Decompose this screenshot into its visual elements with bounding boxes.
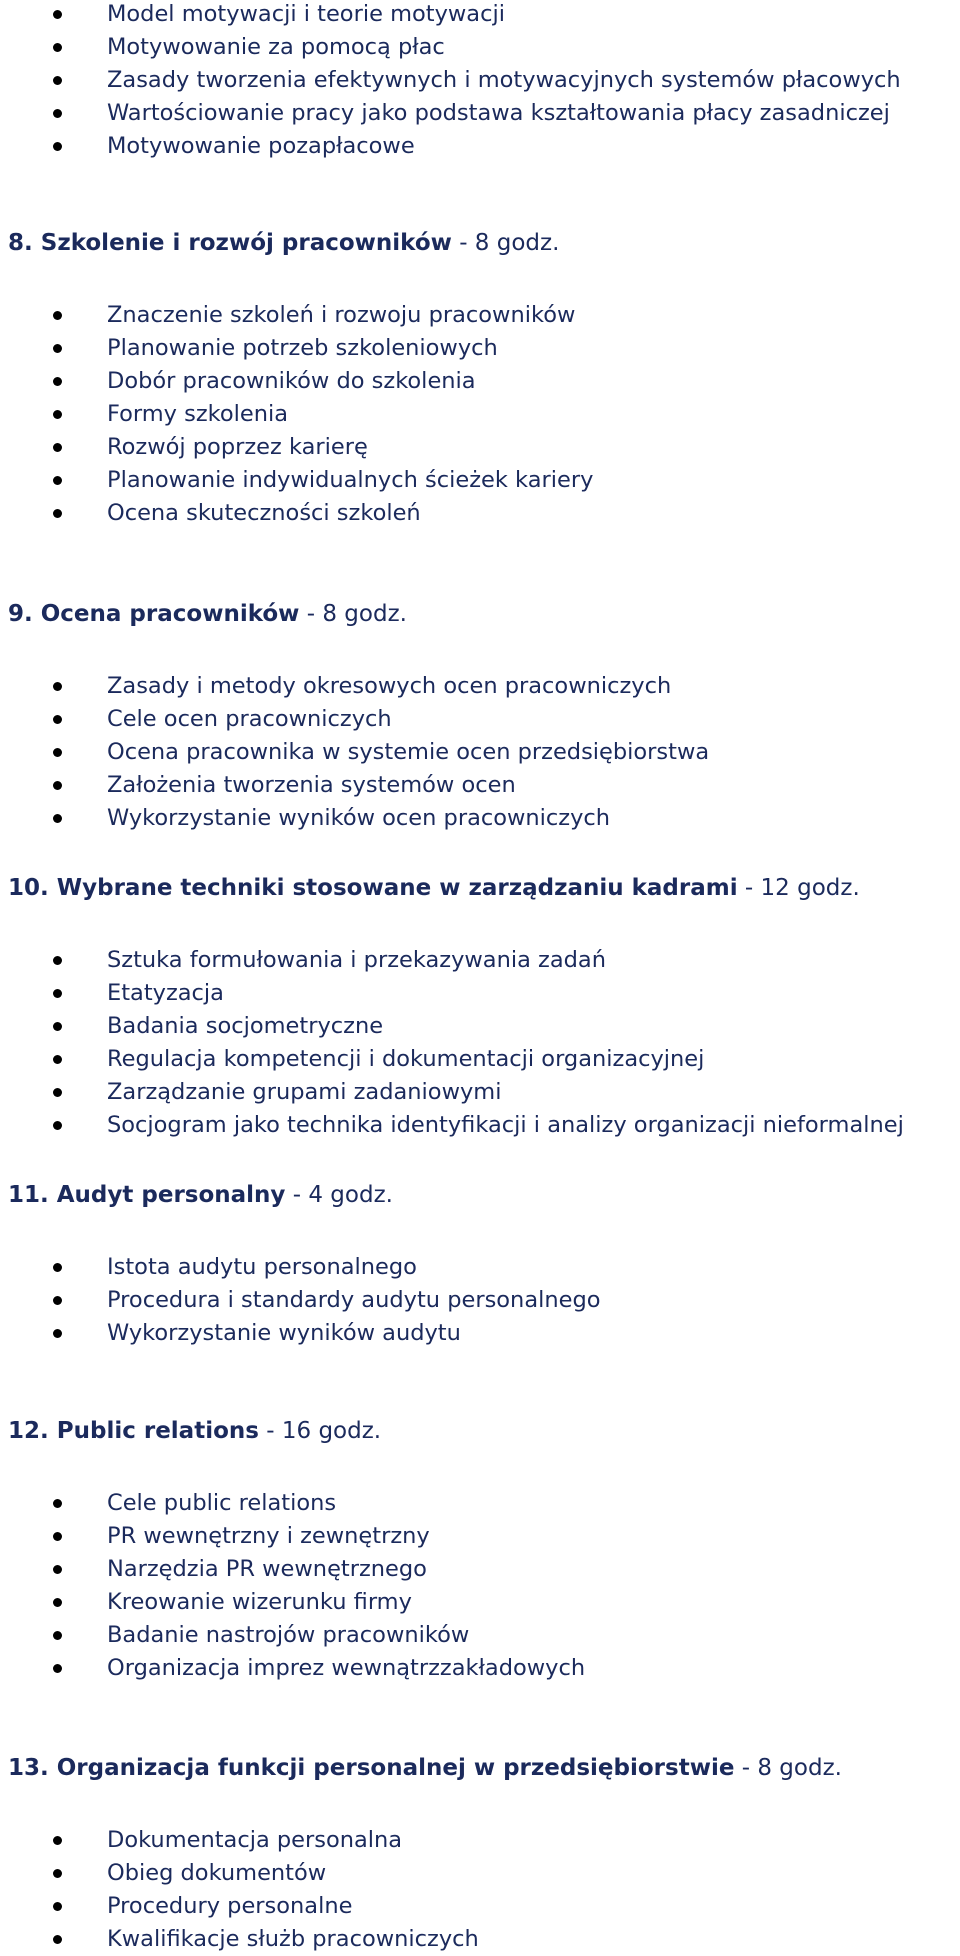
list-item — [0, 769, 709, 802]
list-item-text: Istota audytu personalnego — [107, 1254, 417, 1280]
section-bullet-list — [0, 1251, 601, 1350]
list-item — [0, 0, 901, 31]
section-title: 9. Ocena pracowników — [8, 601, 300, 627]
list-item — [0, 1010, 904, 1043]
list-item — [0, 1284, 601, 1317]
list-item — [0, 1553, 585, 1586]
list-item — [0, 802, 709, 835]
bullet-icon — [53, 10, 62, 19]
list-item — [0, 1043, 904, 1076]
bullet-icon — [53, 509, 62, 518]
list-item-text: Znaczenie szkoleń i rozwoju pracowników — [107, 302, 576, 328]
list-item — [0, 398, 593, 431]
list-item — [0, 736, 709, 769]
bullet-icon — [53, 1902, 62, 1911]
list-item — [0, 944, 904, 977]
section-bullet-list — [0, 299, 593, 530]
bullet-icon — [53, 109, 62, 118]
bullet-icon — [53, 1565, 62, 1574]
list-item-text: Procedury personalne — [107, 1893, 353, 1919]
list-item-text: Ocena skuteczności szkoleń — [107, 500, 421, 526]
section-hours: - 12 godz. — [737, 875, 860, 901]
section-hours: - 8 godz. — [451, 230, 560, 256]
list-item — [0, 1923, 479, 1956]
list-item-text: Planowanie indywidualnych ścieżek kariery — [107, 467, 594, 493]
list-item — [0, 1109, 904, 1142]
bullet-icon — [53, 814, 62, 823]
bullet-icon — [53, 715, 62, 724]
list-item-text: Ocena pracownika w systemie ocen przedsiębiorstwa — [107, 739, 710, 765]
bullet-icon — [53, 476, 62, 485]
bullet-icon — [53, 311, 62, 320]
list-item — [0, 130, 901, 163]
list-item — [0, 1076, 904, 1109]
bullet-icon — [53, 377, 62, 386]
bullet-icon — [53, 410, 62, 419]
list-item — [0, 670, 709, 703]
section-title: 13. Organizacja funkcji personalnej w przedsiębiorstwie — [8, 1755, 735, 1781]
list-item-text: Obieg dokumentów — [107, 1860, 327, 1886]
list-item-text: Cele public relations — [107, 1490, 337, 1516]
section-heading — [8, 1178, 393, 1212]
section-title: 11. Audyt personalny — [8, 1182, 286, 1208]
list-item-text: Cele ocen pracowniczych — [107, 706, 392, 732]
section-hours: - 8 godz. — [734, 1755, 842, 1781]
section-bullet-list — [0, 1824, 479, 1956]
bullet-icon — [53, 1869, 62, 1878]
bullet-icon — [53, 1598, 62, 1607]
list-item-text: Motywowanie za pomocą płac — [107, 34, 445, 60]
section-heading — [8, 597, 407, 631]
bullet-icon — [53, 1296, 62, 1305]
bullet-icon — [53, 443, 62, 452]
bullet-icon — [53, 1263, 62, 1272]
section-bullet-list — [0, 1487, 585, 1685]
section-hours: - 8 godz. — [299, 601, 407, 627]
section-bullet-list — [0, 944, 904, 1142]
bullet-icon — [53, 1329, 62, 1338]
bullet-icon — [53, 1935, 62, 1944]
list-item-text: Kwalifikacje służb pracowniczych — [107, 1926, 479, 1952]
section-heading — [8, 1751, 842, 1785]
bullet-icon — [53, 76, 62, 85]
bullet-icon — [53, 1532, 62, 1541]
bullet-icon — [53, 1664, 62, 1673]
intro-bullet-list — [0, 0, 901, 163]
list-item-text: Sztuka formułowania i przekazywania zadań — [107, 947, 606, 973]
list-item-text: Zarządzanie grupami zadaniowymi — [107, 1079, 502, 1105]
section-heading — [8, 871, 860, 905]
list-item-text: Narzędzia PR wewnętrznego — [107, 1556, 427, 1582]
list-item-text: Model motywacji i teorie motywacji — [107, 1, 505, 27]
list-item — [0, 1857, 479, 1890]
list-item — [0, 977, 904, 1010]
section-title: 10. Wybrane techniki stosowane w zarządzaniu kadrami — [8, 875, 738, 901]
list-item — [0, 365, 593, 398]
list-item — [0, 64, 901, 97]
list-item — [0, 1251, 601, 1284]
list-item — [0, 1520, 585, 1553]
list-item-text: Rozwój poprzez karierę — [107, 434, 368, 460]
list-item-text: Wartościowanie pracy jako podstawa kształtowania płacy zasadniczej — [107, 100, 890, 126]
bullet-icon — [53, 781, 62, 790]
bullet-icon — [53, 142, 62, 151]
list-item — [0, 97, 901, 130]
bullet-icon — [53, 682, 62, 691]
list-item-text: Socjogram jako technika identyfikacji i analizy organizacji nieformalnej — [107, 1112, 904, 1138]
section-title: 8. Szkolenie i rozwój pracowników — [8, 230, 452, 256]
list-item-text: Dokumentacja personalna — [107, 1827, 403, 1853]
bullet-icon — [53, 1499, 62, 1508]
section-bullet-list — [0, 670, 709, 835]
list-item — [0, 464, 593, 497]
list-item-text: Wykorzystanie wyników audytu — [107, 1320, 461, 1346]
bullet-icon — [53, 1055, 62, 1064]
list-item-text: Organizacja imprez wewnątrzzakładowych — [107, 1655, 586, 1681]
bullet-icon — [53, 1631, 62, 1640]
list-item-text: Regulacja kompetencji i dokumentacji organizacyjnej — [107, 1046, 705, 1072]
list-item — [0, 1824, 479, 1857]
bullet-icon — [53, 956, 62, 965]
list-item — [0, 1652, 585, 1685]
list-item — [0, 1586, 585, 1619]
bullet-icon — [53, 1121, 62, 1130]
list-item-text: Etatyzacja — [107, 980, 224, 1006]
bullet-icon — [53, 1836, 62, 1845]
list-item — [0, 703, 709, 736]
section-hours: - 16 godz. — [258, 1418, 382, 1444]
list-item — [0, 332, 593, 365]
list-item-text: Zasady i metody okresowych ocen pracowniczych — [107, 673, 672, 699]
bullet-icon — [53, 43, 62, 52]
list-item-text: Kreowanie wizerunku firmy — [107, 1589, 412, 1615]
list-item — [0, 1890, 479, 1923]
list-item-text: Zasady tworzenia efektywnych i motywacyjnych systemów płacowych — [107, 67, 901, 93]
bullet-icon — [53, 344, 62, 353]
list-item-text: Badanie nastrojów pracowników — [107, 1622, 470, 1648]
list-item-text: Procedura i standardy audytu personalnego — [107, 1287, 601, 1313]
list-item-text: Założenia tworzenia systemów ocen — [107, 772, 516, 798]
bullet-icon — [53, 1022, 62, 1031]
list-item — [0, 497, 593, 530]
section-title: 12. Public relations — [8, 1418, 259, 1444]
list-item — [0, 1619, 585, 1652]
list-item — [0, 431, 593, 464]
bullet-icon — [53, 989, 62, 998]
list-item-text: Badania socjometryczne — [107, 1013, 384, 1039]
list-item — [0, 299, 593, 332]
list-item — [0, 1317, 601, 1350]
list-item-text: Motywowanie pozapłacowe — [107, 133, 415, 159]
list-item-text: Dobór pracowników do szkolenia — [107, 368, 476, 394]
list-item — [0, 31, 901, 64]
bullet-icon — [53, 1088, 62, 1097]
bullet-icon — [53, 748, 62, 757]
section-heading — [8, 226, 559, 260]
list-item-text: Formy szkolenia — [107, 401, 289, 427]
section-hours: - 4 godz. — [285, 1182, 393, 1208]
list-item-text: Planowanie potrzeb szkoleniowych — [107, 335, 498, 361]
list-item-text: Wykorzystanie wyników ocen pracowniczych — [107, 805, 611, 831]
section-heading — [8, 1414, 381, 1448]
list-item — [0, 1487, 585, 1520]
list-item-text: PR wewnętrzny i zewnętrzny — [107, 1523, 430, 1549]
